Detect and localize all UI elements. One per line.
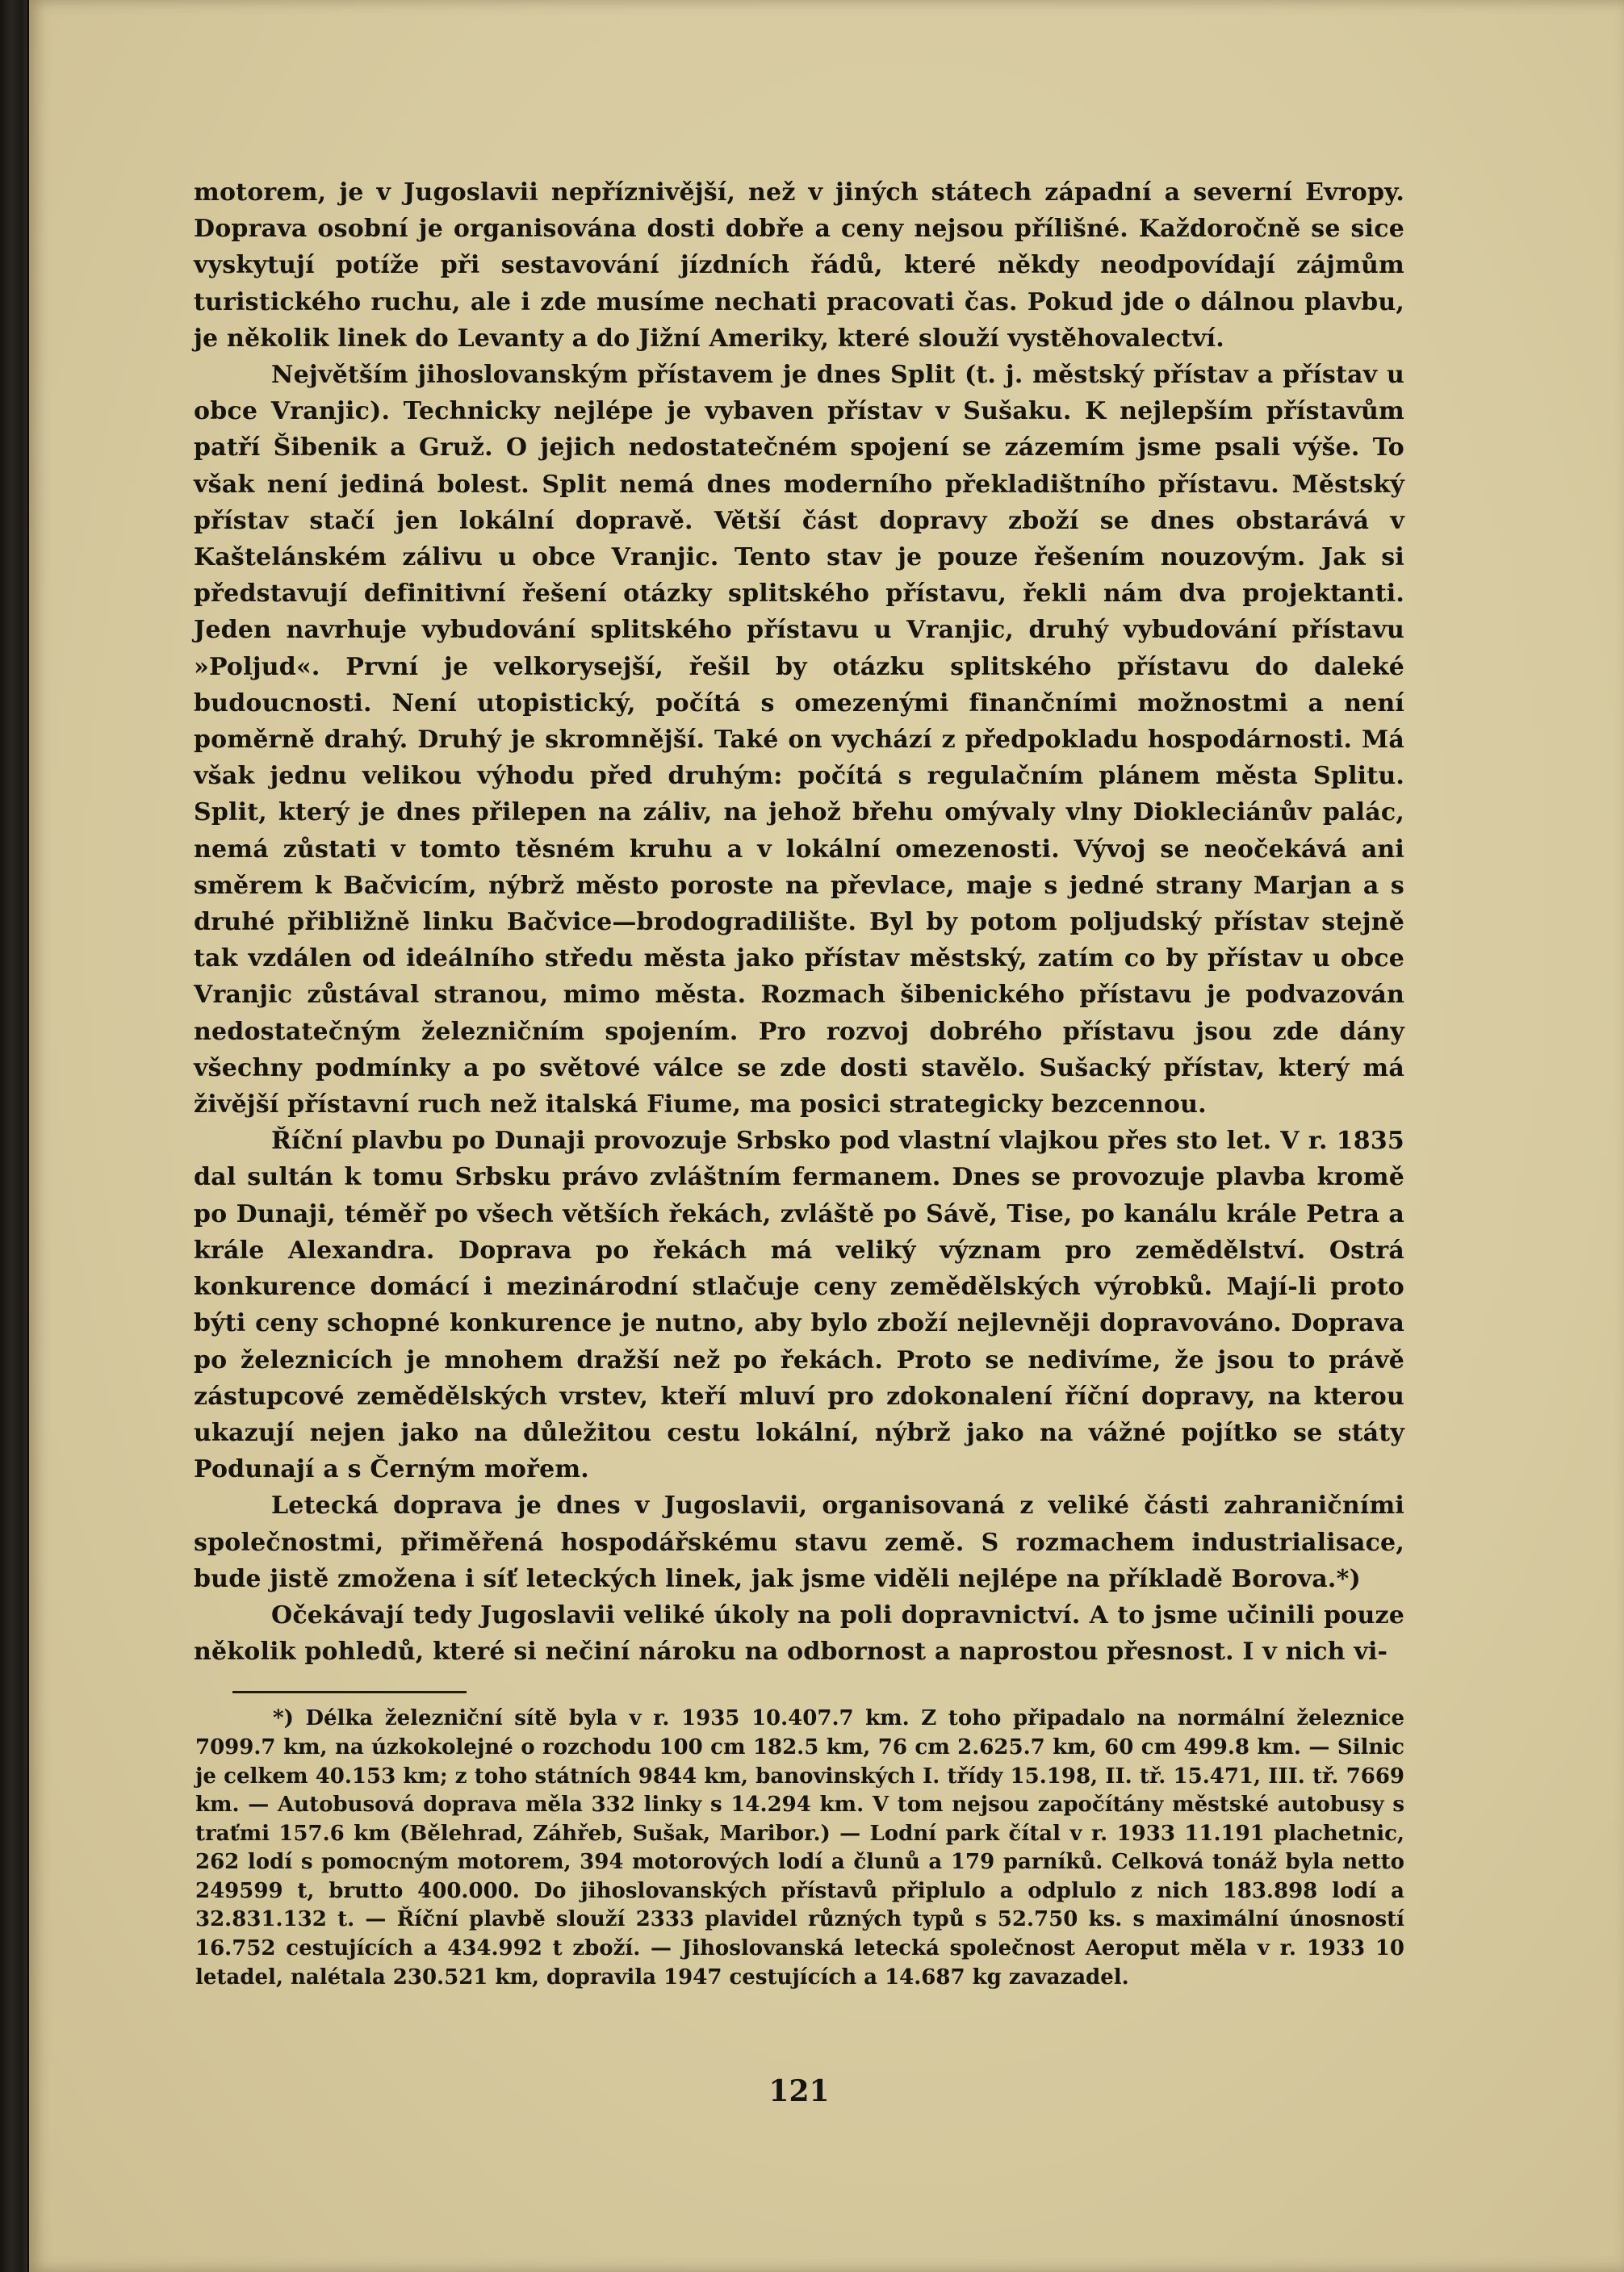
footnote [194,1705,1404,1992]
footnote-text: *) Délka železniční sítě byla v r. 1935 10.407.7 km. Z toho připadalo na normální železnice 7099.7 km, na úzkokolejné o rozchodu 100 cm 182.5 km, 76 cm 2.625.7 km, 60 cm 499.8 km. — Silnic je celkem 40.153 km; z toho státních 9844 km, banovinských I. třídy 15.198, II. tř. 15.471, III. tř. 7669 km. — Autobusová doprava měla 332 linky s 14.294 km. V tom nejsou započítány městské autobusy s traťmi 157.6 km (Bělehrad, Záhřeb, Sušak, Maribor.) — Lodní park čítal v r. 1933 11.191 plachetnic, 262 lodí s pomocným motorem, 394 motorových lodí a člunů a 179 parníků. Celková tonáž byla netto 249599 t, brutto 400.000. Do jihoslovanských přístavů připlulo a odplulo z nich 183.898 lodí a 32.831.132 t. — Říční plavbě slouží 2333 plavidel různých typů s 52.750 ks. s maximální únosností 16.752 cestujících a 434.992 t zboží. — Jihoslovanská letecká společnost Aeroput měla v r. 1933 10 letadel, nalétala 230.521 km, dopravila 1947 cestujících a 14.687 kg zavazadel. [195,1706,1404,1990]
footnote-divider [232,1691,467,1693]
page-number: 121 [768,2074,830,2108]
body-text [194,174,1404,1670]
page-content [194,174,1404,1992]
paragraph-3: Říční plavbu po Dunaji provozuje Srbsko pod vlastní vlajkou přes sto let. V r. 1835 dal sultán k tomu Srbsku právo zvláštním fermanem. Dnes se provozuje plavba kromě po Dunaji, téměř po všech větších řekách, zvláště po Sávě, Tise, po kanálu krále Petra a krále Alexandra. Doprava po řekách má veliký význam pro zemědělství. Ostrá konkurence domácí i mezinárodní stlačuje ceny zemědělských výrobků. Mají-li proto býti ceny schopné konkurence je nutno, aby bylo zboží nejlevněji dopravováno. Doprava po železnicích je mnohem dražší než po řekách. Proto se nedivíme, že jsou to právě zástupcové zemědělských vrstev, kteří mluví pro zdokonalení říční dopravy, na kterou ukazují nejen jako na důležitou cestu lokální, nýbrž jako na vážné pojítko se státy Podunají a s Černým mořem. [194,1127,1404,1484]
paragraph-4: Letecká doprava je dnes v Jugoslavii, organisovaná z veliké části zahraničními společnostmi, přiměřená hospodářskému stavu země. S rozmachem industrialisace, bude jistě zmožena i síť leteckých linek, jak jsme viděli nejlépe na příkladě Borova.*) [194,1492,1404,1593]
paragraph-2: Největším jihoslovanským přístavem je dnes Split (t. j. městský přístav a přístav u obce Vranjic). Technicky nejlépe je vybaven přístav v Sušaku. K nejlepším přístavům patří Šibenik a Gruž. O jejich nedostatečném spojení se zázemím jsme psali výše. To však není jediná bolest. Split nemá dnes moderního překladištního přístavu. Městský přístav stačí jen lokální dopravě. Větší část dopravy zboží se dnes obstarává v Kaštelánském zálivu u obce Vranjic. Tento stav je pouze řešením nouzovým. Jak si představují definitivní řešení otázky splitského přístavu, řekli nám dva projektanti. Jeden navrhuje vybudování splitského přístavu u Vranjic, druhý vybudování přístavu »Poljud«. První je velkorysejší, řešil by otázku splitského přístavu do daleké budoucnosti. Není utopistický, počítá s omezenými finančními možnostmi a není poměrně drahý. Druhý je skromnější. Také on vychází z předpokladu hospodárnosti. Má však jednu velikou výhodu před druhým: počítá s regulačním plánem města Splitu. Split, který je dnes přilepen na záliv, na jehož břehu omývaly vlny Diokleciánův palác, nemá zůstati v tomto těsném kruhu a v lokální omezenosti. Vývoj se neočekává ani směrem k Bačvicím, nýbrž město poroste na převlace, maje s jedné strany Marjan a s druhé přibližně linku Bačvice—brodogradilište. Byl by potom poljudský přístav stejně tak vzdálen od ideálního středu města jako přístav městský, zatím co by přístav u obce Vranjic zůstával stranou, mimo města. Rozmach šibenického přístavu je podvazován nedostatečným železničním spojením. Pro rozvoj dobrého přístavu jsou zde dány všechny podmínky a po světové válce se zde dosti stavělo. Sušacký přístav, který má živější přístavní ruch než italská Fiume, ma posici strategicky bezcennou. [194,361,1404,1119]
paragraph-1: motorem, je v Jugoslavii nepříznivější, než v jiných státech západní a severní Evropy. Doprava osobní je organisována dosti dobře a ceny nejsou přílišné. Každoročně se sice vyskytují potíže při sestavování jízdních řádů, které někdy neodpovídají zájmům turistického ruchu, ale i zde musíme nechati pracovati čas. Pokud jde o dálnou plavbu, je několik linek do Levanty a do Jižní Ameriky, které slouží vystěhovalectví. [194,178,1404,353]
paragraph-5: Očekávají tedy Jugoslavii veliké úkoly na poli dopravnictví. A to jsme učinili pouze několik pohledů, které si nečiní nároku na odbornost a naprostou přesnost. I v nich vi- [194,1600,1404,1667]
